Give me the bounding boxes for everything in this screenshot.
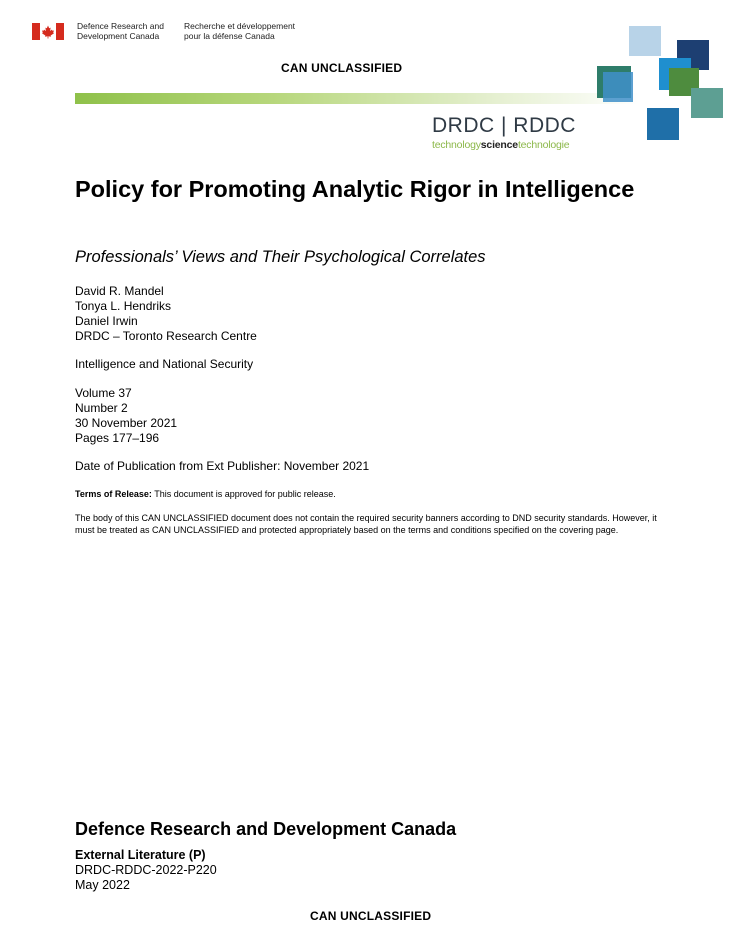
author-list — [75, 284, 257, 344]
issue-date: 30 November 2021 — [75, 416, 178, 430]
organization-name: Defence Research and Development Canada — [75, 819, 457, 839]
terms-of-release — [75, 489, 336, 501]
bottom-classification: CAN UNCLASSIFIED — [310, 909, 432, 923]
literature-type: External Literature (P) — [75, 848, 206, 862]
report-number: DRDC-RDDC-2022-P220 — [75, 863, 217, 877]
dept-en-line1: Defence Research and — [77, 21, 164, 31]
document-title: Policy for Promoting Analytic Rigor in Intelligence — [75, 176, 635, 202]
tagline-technology: technology — [432, 139, 481, 151]
tagline-technologie: technologie — [517, 139, 570, 151]
publication-details — [75, 386, 177, 446]
terms-label: Terms of Release: — [75, 489, 152, 499]
drdc-tagline — [432, 139, 569, 151]
author-name: Daniel Irwin — [75, 314, 138, 328]
terms-text: This document is approved for public release. — [151, 489, 336, 499]
canada-flag-icon — [32, 23, 64, 40]
affiliation: DRDC – Toronto Research Centre — [75, 329, 257, 343]
author-name: David R. Mandel — [75, 284, 164, 298]
top-classification: CAN UNCLASSIFIED — [281, 61, 403, 75]
document-subtitle: Professionals’ Views and Their Psychological Correlates — [75, 248, 486, 266]
publication-date: Date of Publication from Ext Publisher: November 2021 — [75, 459, 370, 473]
drdc-wordmark: DRDC | RDDC — [432, 114, 576, 137]
dept-en-line2: Development Canada — [77, 31, 160, 41]
volume: Volume 37 — [75, 386, 132, 400]
issue-number: Number 2 — [75, 401, 128, 415]
drdc-logo-squares — [595, 26, 725, 142]
tagline-science: science — [480, 139, 518, 151]
department-name-french — [184, 21, 295, 41]
report-date: May 2022 — [75, 878, 130, 892]
author-name: Tonya L. Hendriks — [75, 299, 172, 313]
department-name-english — [77, 21, 164, 41]
security-notice: The body of this CAN UNCLASSIFIED document does not contain the required security banners according to DND security standards. However, it must be treated as CAN UNCLASSIFIED and protected appropriately based on the terms and conditions specified on the covering page. — [75, 513, 657, 535]
report-info — [75, 848, 217, 893]
header-gradient-bar — [75, 93, 640, 104]
dept-fr-line1: Recherche et développement — [184, 21, 296, 31]
page-range: Pages 177–196 — [75, 431, 160, 445]
journal-name: Intelligence and National Security — [75, 357, 254, 371]
dept-fr-line2: pour la défense Canada — [184, 31, 275, 41]
